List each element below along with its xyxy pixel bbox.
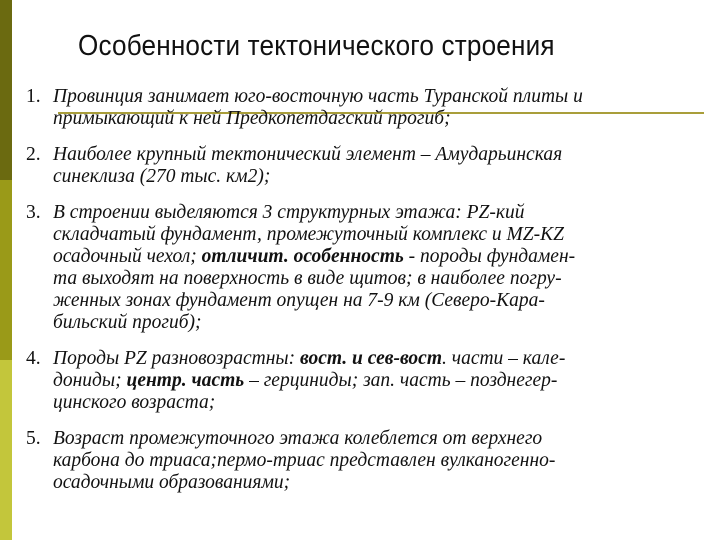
text-line: Провинция занимает юго-восточную часть Туранской плиты и <box>53 86 583 107</box>
list-item-3 <box>26 202 716 334</box>
left-accent-stripe-middle <box>0 180 12 360</box>
item-text <box>53 144 716 188</box>
text-line: женных зонах фундамент опущен на 7-9 км (Северо-Кара- <box>53 290 545 311</box>
text-line: осадочными образованиями; <box>53 472 291 493</box>
item-number: 3. <box>26 202 41 223</box>
text-line: бильский прогиб); <box>53 312 202 333</box>
emphasis-text: вост. и сев-вост <box>299 348 443 369</box>
text-line: Возраст промежуточного этажа колеблется от верхнего <box>53 428 543 449</box>
text-segment: – герциниды; зап. часть – позднегер- <box>244 370 558 391</box>
text-segment: - породы фундамен- <box>403 246 576 267</box>
text-line: примыкающий к ней Предкопетдагский прогиб; <box>53 108 451 129</box>
list-item-1 <box>26 86 716 130</box>
item-text <box>53 202 716 334</box>
left-accent-stripe-top <box>0 0 12 180</box>
item-text <box>53 348 716 414</box>
item-number: 5. <box>26 428 41 449</box>
emphasis-text: центр. часть <box>126 370 245 391</box>
text-line: складчатый фундамент, промежуточный комплекс и MZ-KZ <box>53 224 564 245</box>
text-segment: дониды; <box>53 370 127 391</box>
text-line: карбона до триаса;пермо-триас представлен вулканогенно- <box>53 450 556 471</box>
left-accent-stripe-bottom <box>0 360 12 540</box>
list-item-2 <box>26 144 716 188</box>
list-item-5 <box>26 428 716 494</box>
slide-body <box>26 86 716 508</box>
item-number: 4. <box>26 348 41 369</box>
text-segment: осадочный чехол; <box>53 246 202 267</box>
text-segment: . части – кале- <box>442 348 566 369</box>
list-item-4 <box>26 348 716 414</box>
text-line: Наиболее крупный тектонический элемент – Амударьинская <box>53 144 563 165</box>
item-number: 2. <box>26 144 41 165</box>
text-line: та выходят на поверхность в виде щитов; в наиболее погру- <box>53 268 562 289</box>
item-number: 1. <box>26 86 41 107</box>
text-segment: Породы PZ разновозрастны: <box>53 348 300 369</box>
text-line: В строении выделяются 3 структурных этажа: PZ-кий <box>53 202 525 223</box>
item-text <box>53 86 716 130</box>
item-text <box>53 428 716 494</box>
slide-title: Особенности тектонического строения <box>78 30 555 62</box>
text-line: синеклиза (270 тыс. км2); <box>53 166 271 187</box>
text-line: цинского возраста; <box>53 392 216 413</box>
emphasis-text: отличит. особенность <box>201 246 404 267</box>
